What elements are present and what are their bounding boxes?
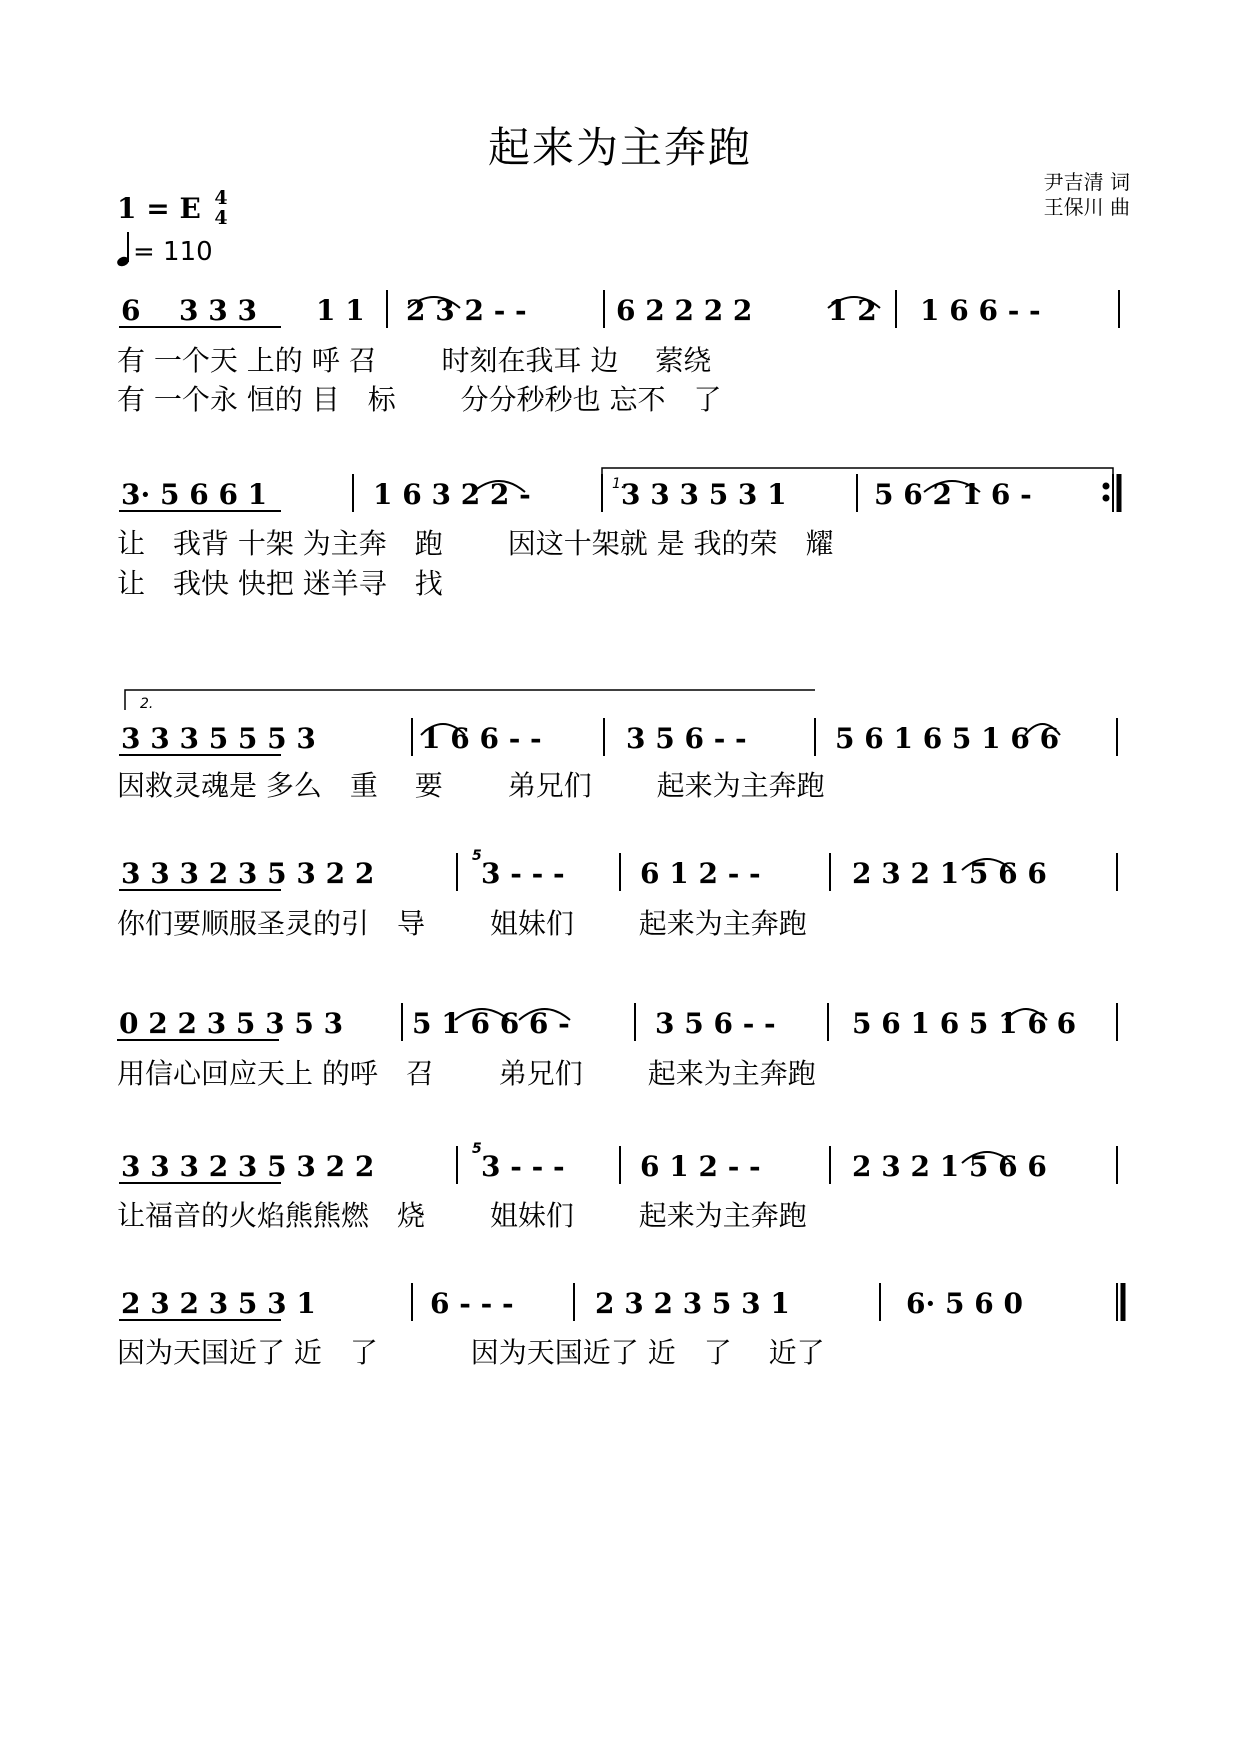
note-group: 3 3 3 2 3 5 3 2 2 — [121, 857, 375, 890]
note-group: 5 6 1 6 5 1 6 6 — [835, 722, 1060, 755]
note-group: 6 - - - — [430, 1287, 514, 1320]
volta-2-label: 2. — [140, 696, 154, 712]
note-group: 2 3 2 3 5 3 1 — [121, 1287, 316, 1320]
note-group: 6 2 2 2 2 — [616, 294, 753, 327]
time-signature-bottom: 4 — [214, 207, 228, 229]
repeat-dot — [1103, 483, 1109, 489]
grace-note: 5 — [472, 848, 482, 864]
note-group: 2 3 2 - - — [406, 294, 527, 327]
lyric-line: 因为天国近了 近 了 因为天国近了 近 了 近了 — [117, 1336, 825, 1369]
note-group: 3· 5 6 6 1 — [121, 478, 268, 511]
lyric-line: 因救灵魂是 多么 重 要 弟兄们 起来为主奔跑 — [117, 769, 825, 802]
notes-layer — [119, 294, 1076, 1320]
lyric-line: 让 我快 快把 迷羊寻 找 — [117, 567, 443, 600]
lyric-line: 让 我背 十架 为主奔 跑 因这十架就 是 我的荣 耀 — [117, 527, 834, 560]
note-group: 2 3 2 1 5 6 6 — [852, 857, 1047, 890]
note-group: 3 - - - — [481, 857, 565, 890]
lyric-line: 让福音的火焰熊熊燃 烧 姐妹们 起来为主奔跑 — [117, 1199, 807, 1232]
grace-note: 5 — [472, 1141, 482, 1157]
note-group: 3 3 3 5 5 5 3 — [121, 722, 316, 755]
note-group: 2 3 2 1 5 6 6 — [852, 1150, 1047, 1183]
note-group: 1 6 3 2 2 - — [373, 478, 531, 511]
note-group: 0 2 2 3 5 3 5 3 — [119, 1007, 344, 1040]
lyric-line: 你们要顺服圣灵的引 导 姐妹们 起来为主奔跑 — [117, 907, 807, 940]
note-group: 2 3 2 3 5 3 1 — [595, 1287, 790, 1320]
note-group: 5 1 6 6 6 - — [412, 1007, 570, 1040]
note-group: 3 3 3 5 3 1 — [621, 478, 787, 511]
page-title: 起来为主奔跑 — [487, 123, 752, 172]
note-group: 6· 5 6 0 — [906, 1287, 1023, 1320]
note-group: 6 — [121, 294, 141, 327]
note-group: 1 2 — [828, 294, 877, 327]
note-group: 3 - - - — [481, 1150, 565, 1183]
tempo-value: = 110 — [133, 237, 213, 267]
note-group: 3 5 6 - - — [655, 1007, 776, 1040]
composer-credit: 王保川 曲 — [1043, 195, 1130, 219]
lyricist-credit: 尹吉清 词 — [1043, 170, 1130, 194]
note-group: 3 5 6 - - — [626, 722, 747, 755]
note-group: 6 1 2 - - — [640, 857, 761, 890]
note-group: 6 1 2 - - — [640, 1150, 761, 1183]
lyric-line: 有 一个天 上的 呼 召 时刻在我耳 边 萦绕 — [117, 344, 712, 377]
note-group: 1 6 6 - - — [920, 294, 1041, 327]
repeat-dot — [1103, 495, 1109, 501]
note-group: 5 6 1 6 5 1 6 6 — [852, 1007, 1077, 1040]
note-group: 3 3 3 — [179, 294, 257, 327]
note-group: 1 6 6 - - — [421, 722, 542, 755]
lyric-line: 用信心回应天上 的呼 召 弟兄们 起来为主奔跑 — [117, 1057, 816, 1090]
note-group: 1 1 — [316, 294, 365, 327]
note-group: 5 6 2 1 6 - — [874, 478, 1032, 511]
key-signature: 1 = E — [117, 192, 201, 225]
volta-2-bracket — [125, 690, 815, 710]
lyric-line: 有 一个永 恒的 目 标 分分秒秒也 忘不 了 — [117, 383, 722, 416]
time-signature-top: 4 — [214, 187, 228, 209]
note-group: 3 3 3 2 3 5 3 2 2 — [121, 1150, 375, 1183]
volta-1-label: 1. — [612, 476, 626, 492]
